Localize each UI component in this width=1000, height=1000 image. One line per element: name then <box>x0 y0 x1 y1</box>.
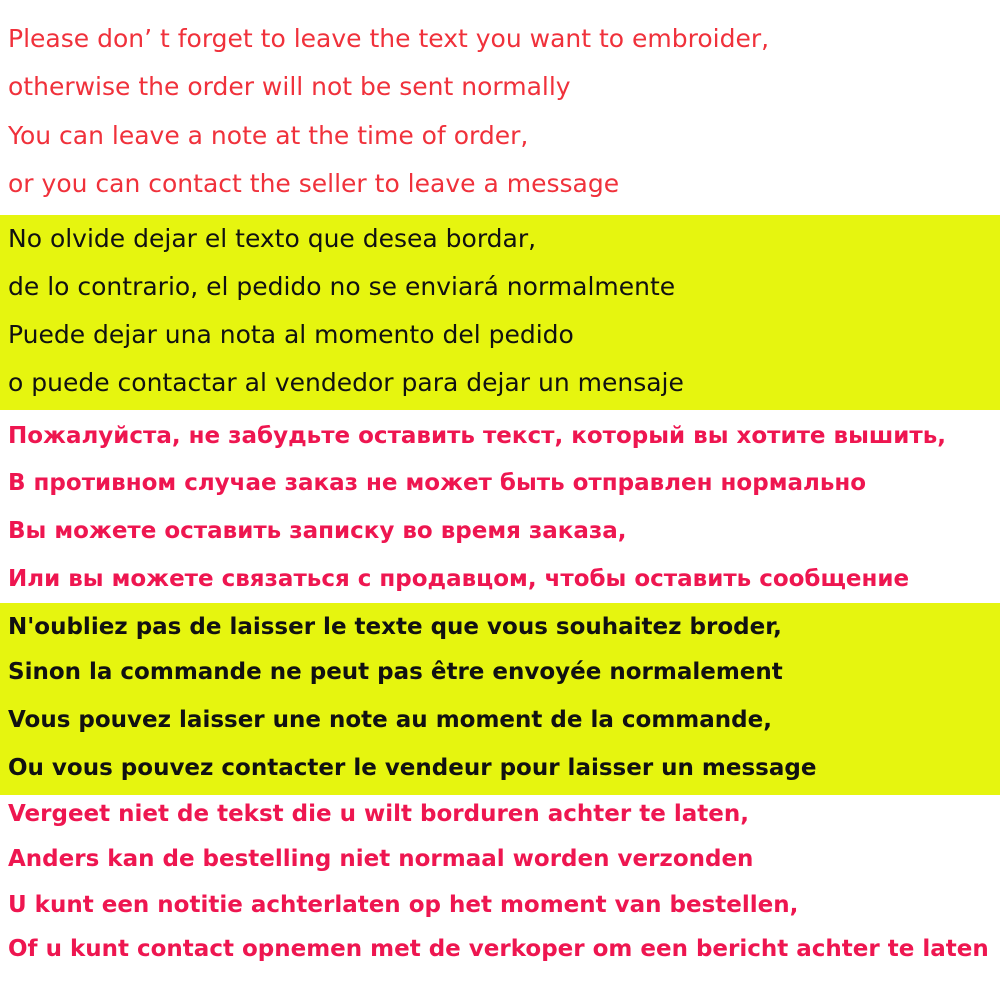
french-line-2: Sinon la commande ne peut pas être envoyée normalement <box>8 659 783 685</box>
spanish-line-4: o puede contactar al vendedor para dejar un mensaje <box>8 368 684 397</box>
english-line-1: Please don’ t forget to leave the text you want to embroider, <box>8 24 770 53</box>
russian-line-3: Вы можете оставить записку во время заказа, <box>8 518 627 544</box>
english-line-4: or you can contact the seller to leave a message <box>8 169 620 198</box>
french-line-4: Ou vous pouvez contacter le vendeur pour laisser un message <box>8 755 817 781</box>
french-notice-block <box>0 603 1000 795</box>
french-line-3: Vous pouvez laisser une note au moment de la commande, <box>8 707 772 733</box>
english-line-2: otherwise the order will not be sent normally <box>8 72 571 101</box>
spanish-line-1: No olvide dejar el texto que desea bordar, <box>8 224 537 253</box>
spanish-line-3: Puede dejar una nota al momento del pedido <box>8 320 574 349</box>
russian-line-1: Пожалуйста, не забудьте оставить текст, который вы хотите вышить, <box>8 423 947 449</box>
dutch-line-4: Of u kunt contact opnemen met de verkoper om een bericht achter te laten <box>8 936 989 962</box>
dutch-line-1: Vergeet niet de tekst die u wilt borduren achter te laten, <box>8 801 749 827</box>
dutch-notice-block <box>0 795 1000 1000</box>
russian-notice-block <box>0 410 1000 603</box>
russian-line-4: Или вы можете связаться с продавцом, чтобы оставить сообщение <box>8 566 910 592</box>
french-line-1: N'oubliez pas de laisser le texte que vous souhaitez broder, <box>8 614 782 640</box>
dutch-line-2: Anders kan de bestelling niet normaal worden verzonden <box>8 846 754 872</box>
spanish-line-2: de lo contrario, el pedido no se enviará normalmente <box>8 272 676 301</box>
russian-line-2: В противном случае заказ не может быть отправлен нормально <box>8 470 867 496</box>
english-notice-block <box>0 0 1000 215</box>
dutch-line-3: U kunt een notitie achterlaten op het moment van bestellen, <box>8 892 799 918</box>
spanish-notice-block <box>0 215 1000 410</box>
english-line-3: You can leave a note at the time of order, <box>8 121 529 150</box>
